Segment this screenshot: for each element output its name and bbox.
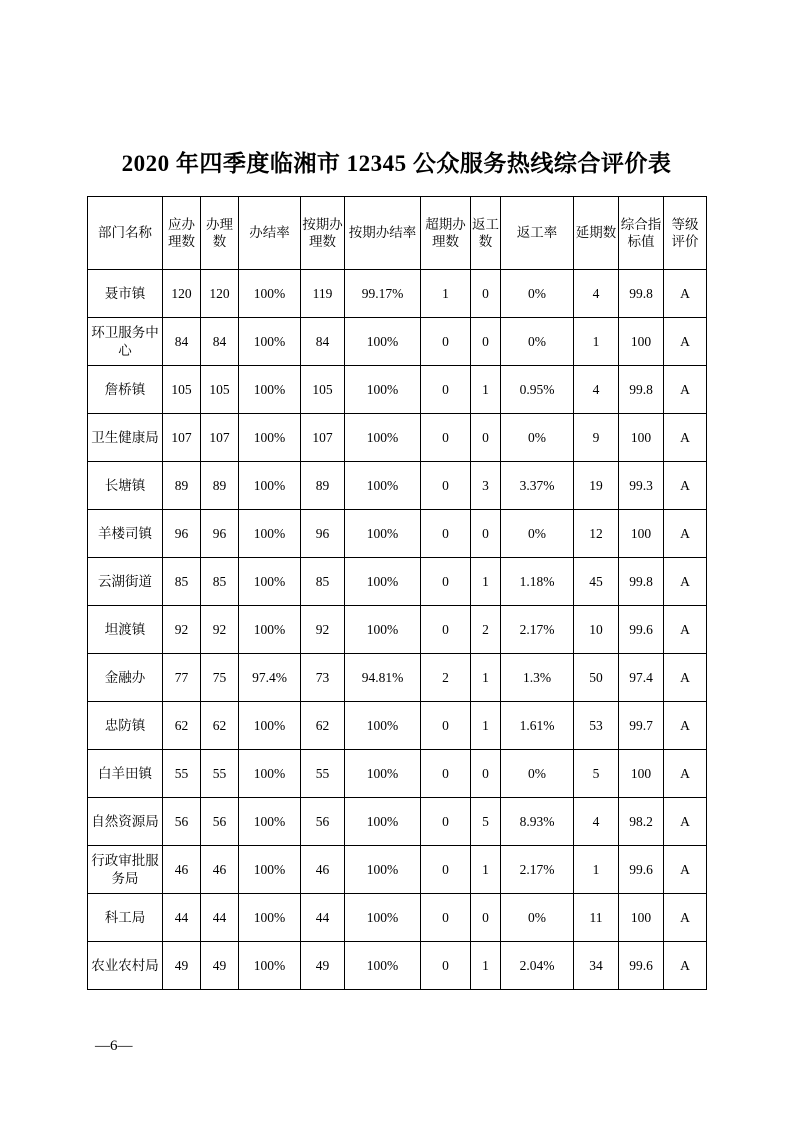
column-header-rework-count: 返工数 [471,197,501,270]
cell-overdue-handled: 0 [421,798,471,846]
cell-handled: 96 [201,510,239,558]
column-header-composite-index: 综合指标值 [619,197,664,270]
cell-on-time-completion-rate: 100% [345,750,421,798]
cell-composite-index: 100 [619,510,664,558]
cell-dept: 长塘镇 [88,462,163,510]
cell-delay-count: 5 [574,750,619,798]
cell-delay-count: 10 [574,606,619,654]
cell-on-time-completion-rate: 100% [345,702,421,750]
cell-rework-rate: 0% [501,318,574,366]
cell-handled: 92 [201,606,239,654]
cell-on-time-completion-rate: 100% [345,414,421,462]
cell-delay-count: 53 [574,702,619,750]
cell-delay-count: 4 [574,270,619,318]
cell-rework-count: 5 [471,798,501,846]
cell-should-handle: 120 [163,270,201,318]
cell-on-time-handled: 119 [301,270,345,318]
table-body [88,270,707,990]
cell-completion-rate: 97.4% [239,654,301,702]
cell-should-handle: 77 [163,654,201,702]
cell-rework-rate: 1.18% [501,558,574,606]
evaluation-table [87,196,707,990]
cell-on-time-handled: 96 [301,510,345,558]
cell-grade: A [664,846,707,894]
table-row [88,942,707,990]
column-header-should-handle: 应办理数 [163,197,201,270]
cell-overdue-handled: 0 [421,846,471,894]
cell-on-time-handled: 44 [301,894,345,942]
cell-completion-rate: 100% [239,558,301,606]
cell-handled: 44 [201,894,239,942]
cell-completion-rate: 100% [239,702,301,750]
cell-handled: 75 [201,654,239,702]
cell-rework-count: 0 [471,894,501,942]
cell-composite-index: 99.8 [619,558,664,606]
cell-on-time-handled: 107 [301,414,345,462]
column-header-delay-count: 延期数 [574,197,619,270]
cell-should-handle: 107 [163,414,201,462]
page-title: 2020 年四季度临湘市 12345 公众服务热线综合评价表 [121,151,672,176]
cell-on-time-handled: 49 [301,942,345,990]
cell-overdue-handled: 2 [421,654,471,702]
cell-on-time-completion-rate: 100% [345,846,421,894]
cell-delay-count: 45 [574,558,619,606]
cell-on-time-completion-rate: 94.81% [345,654,421,702]
cell-should-handle: 85 [163,558,201,606]
cell-on-time-completion-rate: 100% [345,462,421,510]
table-row [88,846,707,894]
cell-overdue-handled: 0 [421,414,471,462]
cell-rework-rate: 2.04% [501,942,574,990]
cell-dept: 行政审批服务局 [88,846,163,894]
table-row [88,510,707,558]
cell-delay-count: 34 [574,942,619,990]
cell-rework-rate: 8.93% [501,798,574,846]
column-header-on-time-completion-rate: 按期办结率 [345,197,421,270]
cell-dept: 詹桥镇 [88,366,163,414]
cell-dept: 农业农村局 [88,942,163,990]
cell-should-handle: 62 [163,702,201,750]
cell-rework-rate: 0% [501,270,574,318]
cell-on-time-completion-rate: 100% [345,558,421,606]
column-header-dept: 部门名称 [88,197,163,270]
cell-rework-rate: 2.17% [501,606,574,654]
cell-completion-rate: 100% [239,414,301,462]
cell-overdue-handled: 0 [421,462,471,510]
cell-on-time-handled: 55 [301,750,345,798]
cell-on-time-handled: 73 [301,654,345,702]
cell-composite-index: 99.6 [619,606,664,654]
table-row [88,318,707,366]
cell-grade: A [664,654,707,702]
cell-completion-rate: 100% [239,894,301,942]
cell-overdue-handled: 0 [421,510,471,558]
cell-grade: A [664,606,707,654]
cell-grade: A [664,270,707,318]
cell-should-handle: 105 [163,366,201,414]
cell-on-time-completion-rate: 100% [345,510,421,558]
cell-rework-count: 1 [471,558,501,606]
cell-on-time-handled: 56 [301,798,345,846]
cell-overdue-handled: 0 [421,606,471,654]
column-header-rework-rate: 返工率 [501,197,574,270]
cell-handled: 85 [201,558,239,606]
cell-overdue-handled: 0 [421,702,471,750]
cell-rework-count: 0 [471,510,501,558]
cell-on-time-completion-rate: 100% [345,942,421,990]
column-header-handled: 办理数 [201,197,239,270]
cell-completion-rate: 100% [239,750,301,798]
cell-grade: A [664,750,707,798]
cell-composite-index: 100 [619,750,664,798]
cell-composite-index: 99.3 [619,462,664,510]
cell-dept: 白羊田镇 [88,750,163,798]
cell-grade: A [664,894,707,942]
cell-grade: A [664,318,707,366]
cell-rework-rate: 0% [501,750,574,798]
cell-grade: A [664,702,707,750]
cell-overdue-handled: 1 [421,270,471,318]
cell-handled: 55 [201,750,239,798]
cell-grade: A [664,942,707,990]
cell-rework-rate: 0% [501,510,574,558]
cell-on-time-completion-rate: 100% [345,894,421,942]
cell-dept: 忠防镇 [88,702,163,750]
cell-rework-rate: 1.61% [501,702,574,750]
cell-composite-index: 99.6 [619,942,664,990]
cell-dept: 环卫服务中心 [88,318,163,366]
cell-completion-rate: 100% [239,942,301,990]
cell-rework-rate: 0.95% [501,366,574,414]
cell-completion-rate: 100% [239,270,301,318]
cell-on-time-handled: 84 [301,318,345,366]
cell-grade: A [664,414,707,462]
cell-on-time-handled: 92 [301,606,345,654]
cell-delay-count: 1 [574,846,619,894]
table-header-row [88,197,707,270]
cell-grade: A [664,798,707,846]
cell-rework-rate: 1.3% [501,654,574,702]
cell-overdue-handled: 0 [421,558,471,606]
cell-composite-index: 99.8 [619,366,664,414]
cell-on-time-completion-rate: 99.17% [345,270,421,318]
cell-should-handle: 89 [163,462,201,510]
cell-completion-rate: 100% [239,318,301,366]
cell-completion-rate: 100% [239,510,301,558]
cell-on-time-handled: 85 [301,558,345,606]
cell-should-handle: 55 [163,750,201,798]
cell-handled: 56 [201,798,239,846]
cell-rework-rate: 2.17% [501,846,574,894]
cell-on-time-handled: 46 [301,846,345,894]
cell-composite-index: 100 [619,894,664,942]
cell-on-time-handled: 105 [301,366,345,414]
cell-rework-rate: 0% [501,894,574,942]
column-header-grade: 等级评价 [664,197,707,270]
cell-dept: 聂市镇 [88,270,163,318]
cell-rework-count: 1 [471,846,501,894]
cell-on-time-completion-rate: 100% [345,366,421,414]
cell-should-handle: 49 [163,942,201,990]
table-row [88,654,707,702]
cell-should-handle: 96 [163,510,201,558]
cell-on-time-completion-rate: 100% [345,606,421,654]
table-row [88,366,707,414]
cell-grade: A [664,462,707,510]
cell-dept: 坦渡镇 [88,606,163,654]
cell-grade: A [664,558,707,606]
table-row [88,270,707,318]
cell-grade: A [664,366,707,414]
cell-completion-rate: 100% [239,798,301,846]
cell-should-handle: 56 [163,798,201,846]
cell-dept: 卫生健康局 [88,414,163,462]
cell-composite-index: 98.2 [619,798,664,846]
cell-rework-count: 0 [471,270,501,318]
cell-rework-count: 0 [471,750,501,798]
cell-composite-index: 99.7 [619,702,664,750]
cell-rework-count: 2 [471,606,501,654]
cell-dept: 金融办 [88,654,163,702]
cell-composite-index: 100 [619,414,664,462]
cell-overdue-handled: 0 [421,894,471,942]
cell-grade: A [664,510,707,558]
table-row [88,414,707,462]
cell-should-handle: 44 [163,894,201,942]
cell-rework-count: 1 [471,702,501,750]
cell-rework-count: 0 [471,414,501,462]
cell-handled: 105 [201,366,239,414]
cell-on-time-handled: 89 [301,462,345,510]
table-row [88,702,707,750]
cell-delay-count: 19 [574,462,619,510]
cell-delay-count: 11 [574,894,619,942]
cell-should-handle: 92 [163,606,201,654]
cell-delay-count: 1 [574,318,619,366]
cell-handled: 62 [201,702,239,750]
cell-handled: 120 [201,270,239,318]
column-header-overdue-handled: 超期办理数 [421,197,471,270]
cell-rework-count: 3 [471,462,501,510]
table-row [88,606,707,654]
cell-handled: 49 [201,942,239,990]
page-number: —6— [95,1038,133,1054]
cell-rework-count: 1 [471,366,501,414]
cell-delay-count: 4 [574,366,619,414]
evaluation-table-container [87,196,706,990]
cell-completion-rate: 100% [239,846,301,894]
cell-delay-count: 50 [574,654,619,702]
cell-handled: 107 [201,414,239,462]
column-header-on-time-handled: 按期办理数 [301,197,345,270]
cell-handled: 89 [201,462,239,510]
cell-completion-rate: 100% [239,606,301,654]
table-row [88,894,707,942]
cell-handled: 46 [201,846,239,894]
cell-rework-count: 0 [471,318,501,366]
cell-composite-index: 100 [619,318,664,366]
cell-should-handle: 46 [163,846,201,894]
cell-delay-count: 4 [574,798,619,846]
table-row [88,558,707,606]
cell-overdue-handled: 0 [421,750,471,798]
cell-rework-rate: 3.37% [501,462,574,510]
cell-dept: 自然资源局 [88,798,163,846]
cell-composite-index: 99.6 [619,846,664,894]
cell-rework-count: 1 [471,654,501,702]
cell-rework-count: 1 [471,942,501,990]
cell-overdue-handled: 0 [421,318,471,366]
cell-on-time-completion-rate: 100% [345,318,421,366]
cell-overdue-handled: 0 [421,942,471,990]
cell-dept: 羊楼司镇 [88,510,163,558]
table-row [88,462,707,510]
cell-dept: 云湖街道 [88,558,163,606]
cell-delay-count: 12 [574,510,619,558]
column-header-completion-rate: 办结率 [239,197,301,270]
table-row [88,798,707,846]
cell-dept: 科工局 [88,894,163,942]
table-row [88,750,707,798]
cell-should-handle: 84 [163,318,201,366]
cell-on-time-handled: 62 [301,702,345,750]
cell-completion-rate: 100% [239,366,301,414]
cell-composite-index: 99.8 [619,270,664,318]
cell-handled: 84 [201,318,239,366]
cell-delay-count: 9 [574,414,619,462]
cell-composite-index: 97.4 [619,654,664,702]
cell-rework-rate: 0% [501,414,574,462]
cell-on-time-completion-rate: 100% [345,798,421,846]
cell-completion-rate: 100% [239,462,301,510]
cell-overdue-handled: 0 [421,366,471,414]
